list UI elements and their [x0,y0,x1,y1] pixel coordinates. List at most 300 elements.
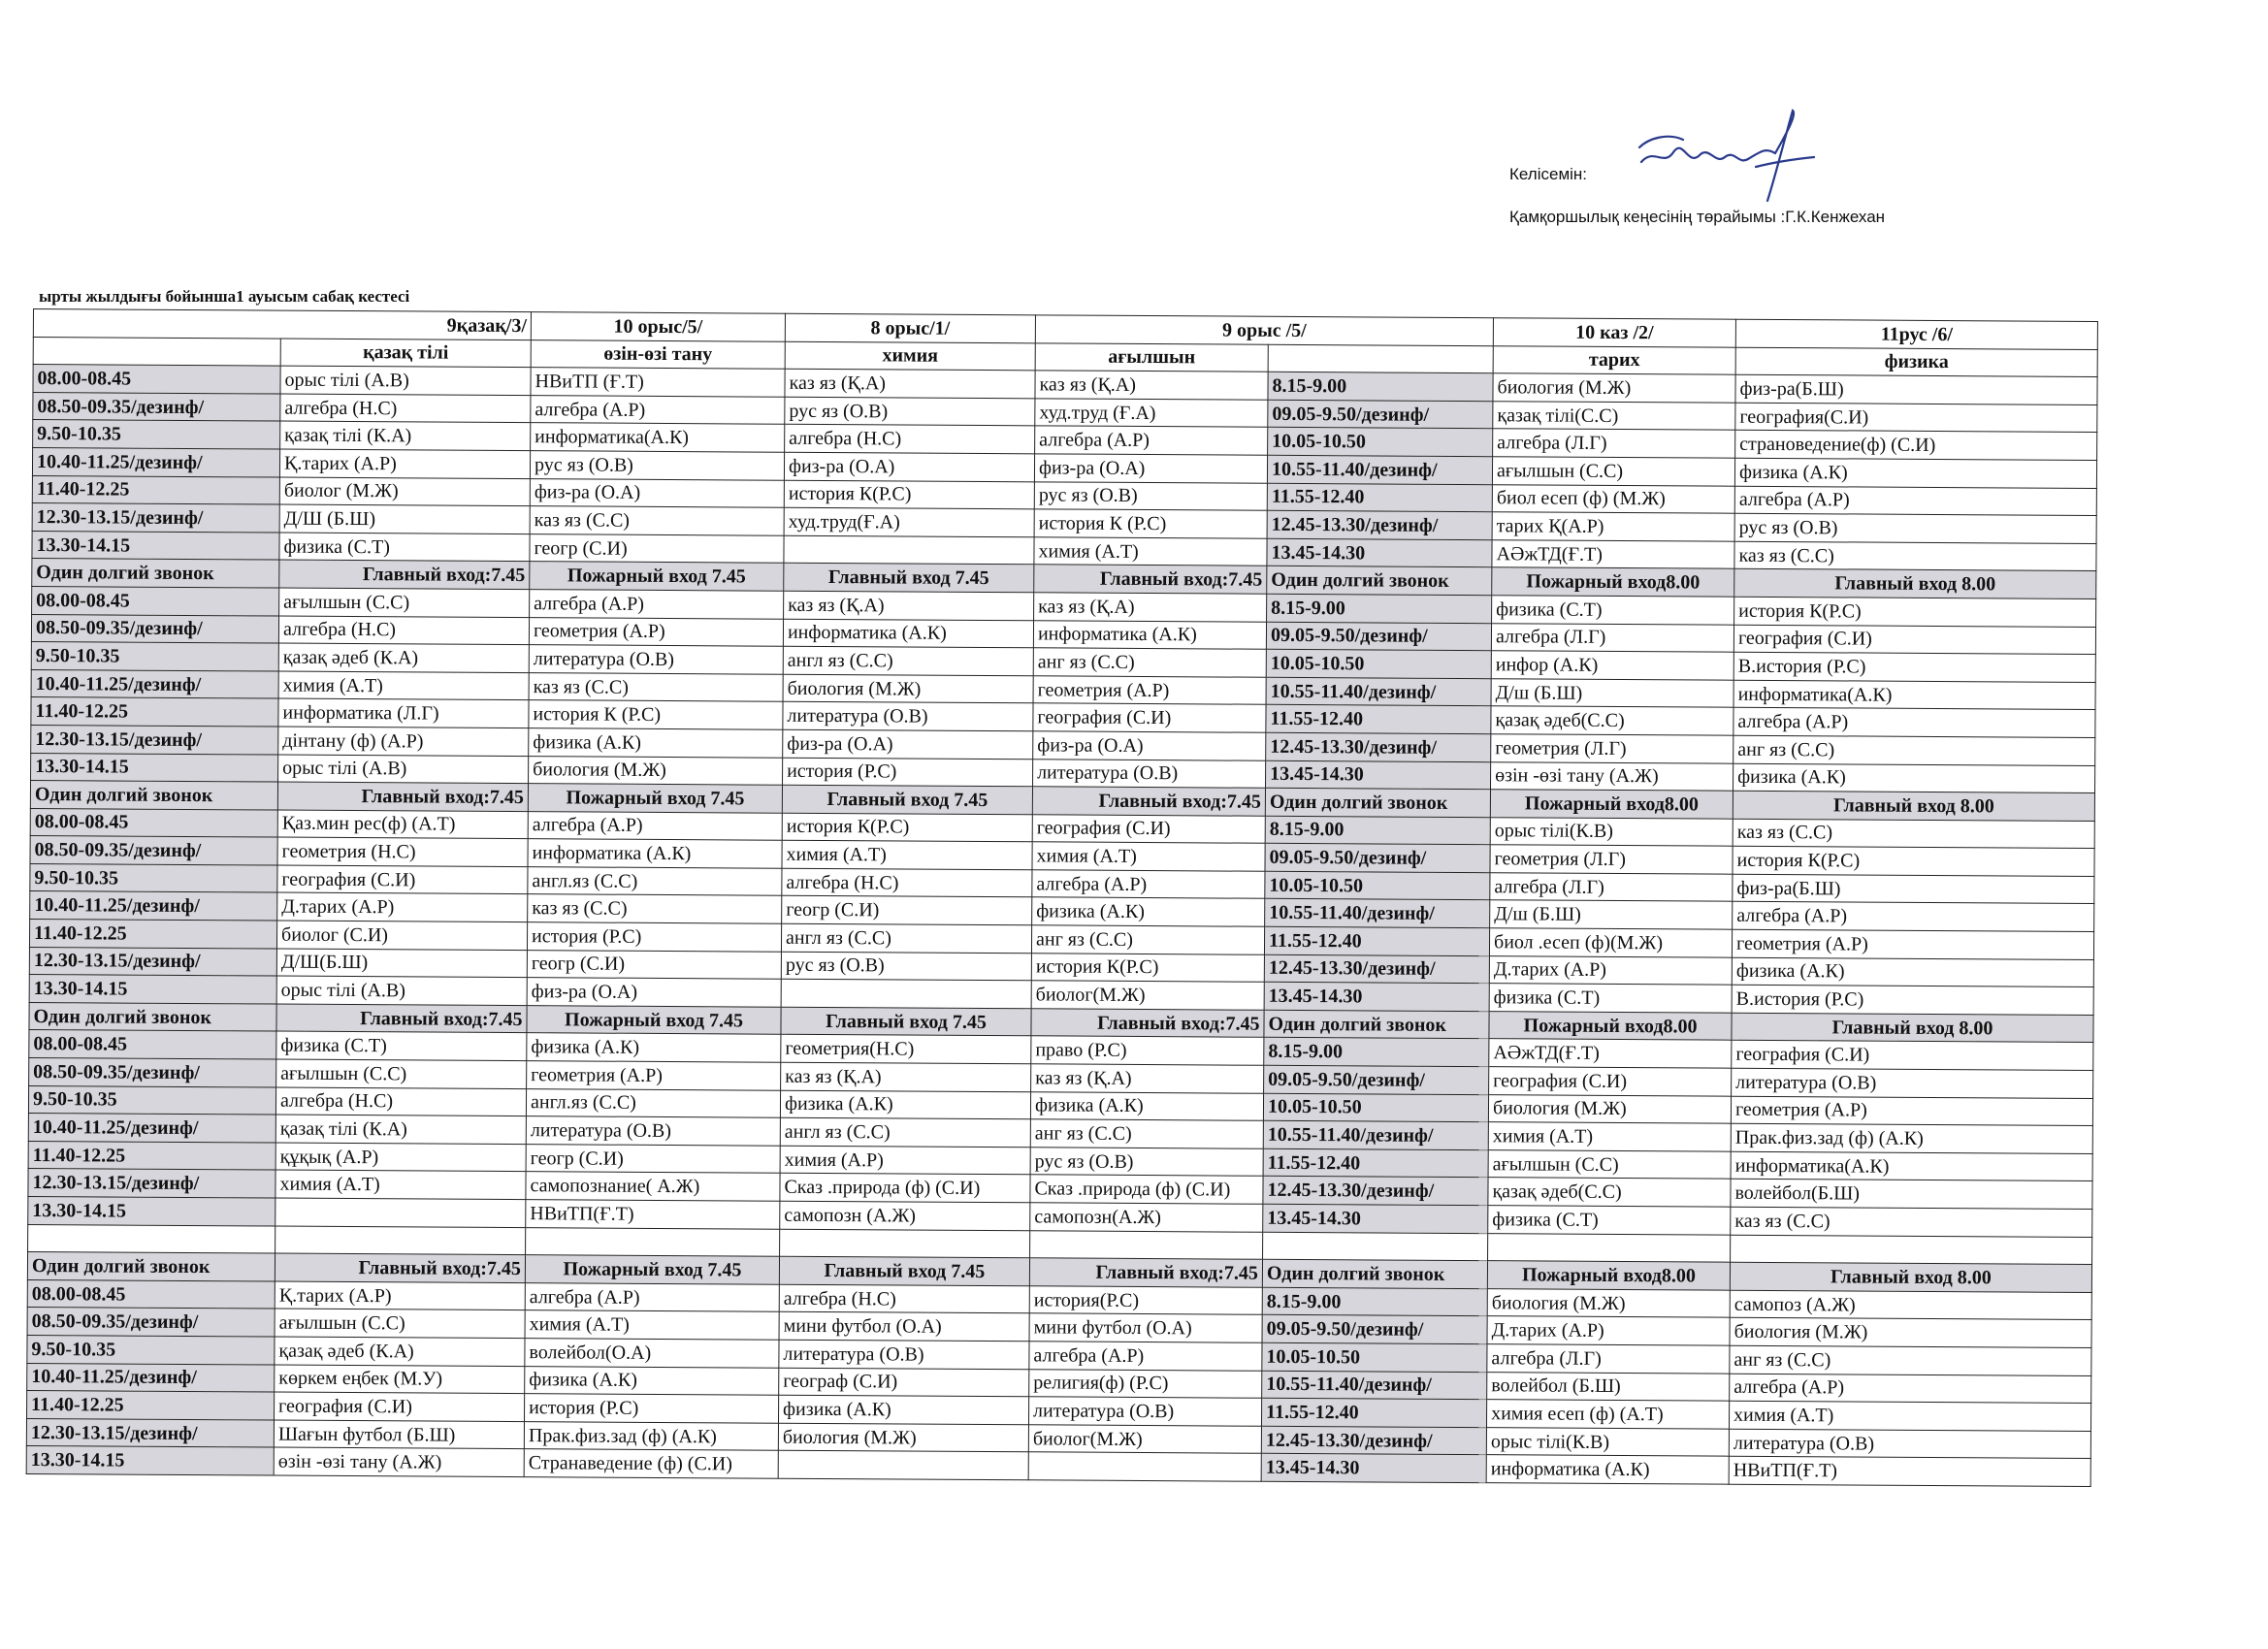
lesson-cell: информатика (Л.Г) [278,698,529,728]
empty-cell [28,1224,275,1253]
lesson-cell: география (С.И) [1732,1041,2093,1071]
lesson-cell: биология (М.Ж) [783,674,1033,703]
lesson-cell: история(Р.С) [1029,1286,1262,1315]
time-cell: 10.55-11.40/дезинф/ [1263,1120,1488,1149]
lesson-cell: химия (А.Т) [1034,537,1267,566]
lesson-cell [275,1198,526,1227]
bell-cell: Главный вход:7.45 [275,1253,525,1282]
time-cell: 11.55-12.40 [1263,1148,1488,1178]
time-cell: 12.45-13.30/дезинф/ [1267,510,1492,539]
bell-cell: Главный вход 8.00 [1730,1262,2091,1292]
lesson-cell: география(С.И) [1735,403,2097,433]
lesson-cell: алгебра (А.Р) [528,811,782,840]
lesson-cell: худ.труд (Ғ.А) [1035,399,1268,428]
lesson-cell: геометрия (А.Р) [529,617,783,646]
time-cell: 12.45-13.30/дезинф/ [1266,732,1491,761]
lesson-cell: физика (А.К) [1030,1091,1263,1120]
lesson-cell: химия (А.Р) [780,1146,1030,1175]
lesson-cell: страноведение(ф) (С.И) [1735,431,2097,461]
lesson-cell: өзін -өзі тану (А.Ж) [1491,761,1733,791]
lesson-cell: қазақ әдеб (К.А) [278,643,529,672]
class-8rus: 8 орыс/1/ [785,313,1035,342]
lesson-cell: қазақ әдеб(С.С) [1488,1178,1731,1207]
lesson-cell: история К(Р.С) [1734,597,2096,627]
lesson-cell: литература (О.В) [783,702,1033,731]
lesson-cell: религия(ф) (Р.С) [1029,1369,1262,1398]
lesson-cell: биол есеп (ф) (М.Ж) [1492,484,1734,513]
time-cell: 12.30-13.15/дезинф/ [29,947,276,976]
lesson-cell: биолог(М.Ж) [1028,1425,1261,1454]
lesson-cell: орыс тілі (А.В) [278,755,529,784]
time-cell: 10.55-11.40/дезинф/ [1267,455,1492,484]
lesson-cell: Д/Ш (Б.Ш) [279,504,530,534]
lesson-cell: Д/ш (Б.Ш) [1490,900,1733,929]
lesson-cell: биолог (М.Ж) [279,477,530,506]
time-cell: 10.05-10.50 [1265,871,1490,900]
lesson-cell: НВиТП (Ғ.Т) [531,368,785,397]
lesson-cell: биология (М.Ж) [1493,373,1735,403]
lesson-cell: АӘжТД(Ғ.Т) [1492,539,1734,568]
bell-cell: Главный вход 7.45 [784,564,1034,593]
schedule-table [26,308,2098,1487]
empty-cell [780,1229,1030,1258]
lesson-cell: каз яз (Қ.А) [1034,593,1267,622]
lesson-cell: рус яз (О.В) [1734,513,2096,543]
bell-cell: Главный вход 8.00 [1733,791,2094,821]
bell-cell: Пожарный вход8.00 [1489,1012,1732,1041]
lesson-cell: информатика(А.К) [1733,680,2095,710]
lesson-cell: волейбол (Б.Ш) [1487,1372,1730,1401]
lesson-cell: алгебра (Л.Г) [1491,623,1733,652]
lesson-cell: орыс тілі (А.В) [280,366,531,395]
class-10rus: 10 орыс/5/ [531,312,785,341]
lesson-cell: каз яз (Қ.А) [785,369,1035,398]
lesson-cell: физика (А.К) [780,1090,1030,1119]
lesson-cell [778,1451,1028,1480]
lesson-cell: алгебра (Н.С) [278,616,529,645]
time-cell: 10.40-11.25/дезинф/ [32,447,279,476]
subject-header-cell: физика [1735,347,2097,377]
lesson-cell: физика (А.К) [1734,458,2096,488]
lesson-cell: геометрия (Л.Г) [1491,734,1733,763]
lesson-cell: алгебра (А.Р) [530,590,784,619]
lesson-cell: химия (А.Т) [525,1310,779,1340]
lesson-cell: история К (Р.С) [529,700,783,729]
time-cell: 9.50-10.35 [31,642,278,671]
bell-cell: Главный вход:7.45 [1032,787,1265,816]
signature-image [1630,109,1833,215]
lesson-cell: геогр (С.И) [527,950,781,979]
lesson-cell: алгебра (А.Р) [525,1282,779,1311]
lesson-cell: худ.труд(Ғ.А) [784,507,1034,536]
lesson-cell: самопоз (А.Ж) [1730,1290,2091,1320]
lesson-cell: Сказ .природа (ф) (С.И) [1030,1175,1263,1204]
bell-cell: Главный вход:7.45 [277,782,528,811]
time-cell: 08.50-09.35/дезинф/ [27,1308,275,1337]
subject-header-cell: тарих [1493,345,1735,374]
lesson-cell: физ-ра(Б.Ш) [1733,874,2094,904]
lesson-cell: история К(Р.С) [782,813,1032,842]
bell-cell: Главный вход 7.45 [781,1007,1031,1036]
lesson-cell: тарих Қ(А.Р) [1492,512,1734,541]
empty-cell [1488,1233,1731,1262]
lesson-cell: физ-ра (О.А) [784,452,1034,481]
time-cell: 13.45-14.30 [1263,1204,1488,1233]
lesson-cell [781,979,1031,1008]
lesson-cell: физика (А.К) [525,1366,779,1395]
lesson-cell: геогр (С.И) [526,1144,780,1173]
time-cell: 10.55-11.40/дезинф/ [1262,1371,1487,1400]
lesson-cell: рус яз (О.В) [1030,1148,1263,1177]
lesson-cell: ағылшын (С.С) [275,1309,525,1338]
time-cell: 11.40-12.25 [28,1141,275,1170]
time-cell: 08.00-08.45 [33,365,280,394]
lesson-cell: история К(Р.С) [784,480,1034,509]
time-cell: 13.30-14.15 [32,531,279,560]
lesson-cell: информатика (А.К) [1486,1455,1729,1484]
empty-cell [526,1227,780,1256]
lesson-cell: история К (Р.С) [1034,509,1267,538]
lesson-cell: литература (О.В) [529,645,783,674]
time-cell: 10.40-11.25/дезинф/ [28,1114,275,1143]
lesson-cell: алгебра (Л.Г) [1493,429,1735,458]
bell-cell: Один долгий звонок [27,1252,275,1281]
time-cell: 08.50-09.35/дезинф/ [33,392,280,421]
lesson-cell: физ-ра (О.А) [530,478,784,507]
lesson-cell: химия (А.Т) [1488,1122,1731,1151]
bell-cell: Один долгий звонок [1262,1259,1487,1288]
time-cell: 12.30-13.15/дезинф/ [31,725,278,754]
lesson-cell: самопознание( А.Ж) [526,1172,780,1201]
time-cell: 08.00-08.45 [30,808,277,837]
time-cell: 09.05-9.50/дезинф/ [1268,400,1493,429]
time-cell: 11.55-12.40 [1262,1398,1487,1427]
lesson-cell: қазақ әдеб (К.А) [275,1337,525,1366]
time-cell: 11.55-12.40 [1267,483,1492,512]
lesson-cell: Прак.физ.зад (ф) (А.К) [524,1421,778,1450]
time-cell: 8.15-9.00 [1264,1038,1489,1067]
lesson-cell: анг яз (С.С) [1030,1119,1263,1148]
time-cell: 13.45-14.30 [1264,983,1489,1012]
lesson-cell: алгебра (А.Р) [1733,708,2095,738]
lesson-cell: физика (А.К) [1032,897,1265,926]
lesson-cell: алгебра (А.Р) [1730,1374,2091,1404]
lesson-cell: В.история (Р.С) [1733,652,2095,682]
lesson-cell: анг яз (С.С) [1730,1345,2091,1375]
lesson-cell: каз яз (Қ.А) [784,591,1034,620]
lesson-cell: Д.тарих (А.Р) [1489,955,1732,985]
lesson-cell: каз яз (С.С) [1733,819,2094,849]
subject-header-cell: ағылшын [1035,342,1268,372]
lesson-cell: литература (О.В) [1029,1397,1262,1426]
time-cell: 10.05-10.50 [1266,649,1491,678]
lesson-cell: ағылшын (С.С) [1492,457,1734,486]
lesson-cell: В.история (Р.С) [1732,985,2093,1015]
lesson-cell: самопозн (А.Ж) [780,1201,1030,1230]
lesson-cell: анг яз (С.С) [1031,925,1264,954]
class-9rus: 9 орыс /5/ [1035,315,1493,345]
bell-cell: Один долгий звонок [1267,566,1492,596]
bell-cell: Пожарный вход 7.45 [530,562,784,591]
lesson-cell: биолог (С.И) [276,921,527,950]
lesson-cell: Д/ш (Б.Ш) [1491,678,1733,707]
subject-header-cell: өзін-өзі тану [531,340,785,369]
lesson-cell: информатика (А.К) [528,839,782,868]
lesson-cell: НВиТП(Ғ.Т) [1729,1457,2090,1487]
lesson-cell: литература (О.В) [1033,759,1266,788]
bell-cell: Один долгий звонок [1264,1010,1489,1039]
time-cell: 9.50-10.35 [33,420,280,449]
bell-cell: Главный вход 8.00 [1732,1013,2093,1043]
lesson-cell: англ яз (С.С) [781,923,1031,953]
lesson-cell: геометрия (А.Р) [1731,1096,2092,1126]
lesson-cell: Қ.тарих (А.Р) [275,1281,525,1310]
time-cell: 08.00-08.45 [27,1279,275,1309]
class-10kaz: 10 каз /2/ [1493,318,1735,347]
time-cell: 13.30-14.15 [29,975,276,1004]
lesson-cell: волейбол(О.А) [525,1339,779,1368]
lesson-cell: география (С.И) [277,865,528,894]
bell-cell: Один долгий звонок [32,559,279,588]
lesson-cell: алгебра (А.Р) [1733,902,2094,932]
lesson-cell: алгебра (А.Р) [1035,426,1268,455]
lesson-cell: биология (М.Ж) [778,1423,1028,1452]
lesson-cell: алгебра (Л.Г) [1490,873,1733,902]
lesson-cell: география (С.И) [275,1392,525,1421]
lesson-cell: литература (О.В) [526,1116,780,1146]
lesson-cell: геометрия (Л.Г) [1490,845,1733,874]
bell-cell: Главный вход 7.45 [782,785,1032,814]
lesson-cell: физ-ра (О.А) [1033,731,1266,760]
lesson-cell: каз яз (С.С) [1731,1207,2092,1237]
time-cell: 13.30-14.15 [31,753,278,782]
lesson-cell: физика (А.К) [779,1395,1029,1424]
lesson-cell: физ-ра (О.А) [783,729,1033,759]
time-cell: 13.30-14.15 [28,1196,275,1225]
bell-cell: Главный вход:7.45 [1034,565,1267,594]
lesson-cell: алгебра (А.Р) [1734,486,2096,516]
lesson-cell: биология (М.Ж) [1730,1318,2091,1348]
bell-cell: Главный вход 8.00 [1734,569,2096,599]
lesson-cell: биология (М.Ж) [529,756,783,785]
lesson-cell: анг яз (С.С) [1733,735,2095,765]
lesson-cell: география (С.И) [1032,814,1265,843]
chair-line: Қамқоршылық кеңесінің төрайымы :Г.К.Кенжехан [1509,208,1886,226]
lesson-cell: каз яз (С.С) [529,672,783,701]
lesson-cell: Сказ .природа (ф) (С.И) [780,1174,1030,1203]
bell-cell: Пожарный вход8.00 [1490,790,1733,819]
lesson-cell: НВиТП(Ғ.Т) [526,1200,780,1229]
time-cell: 10.55-11.40/дезинф/ [1265,899,1490,928]
lesson-cell: алгебра (А.Р) [1029,1342,1262,1371]
lesson-cell: Д.тарих (А.Р) [1487,1316,1730,1345]
schedule-title: ырты жылдығы бойынша1 ауысым сабақ кестесі [39,287,410,306]
lesson-cell: химия (А.Т) [782,841,1032,870]
lesson-cell: өзін -өзі тану (А.Ж) [274,1447,524,1476]
lesson-cell: волейбол(Б.Ш) [1731,1180,2092,1210]
bell-cell: Один долгий звонок [1265,788,1490,817]
lesson-cell: история К(Р.С) [1733,846,2094,876]
time-cell: 13.45-14.30 [1266,760,1491,790]
bell-cell: Пожарный вход 7.45 [527,1005,781,1034]
time-cell: 12.45-13.30/дезинф/ [1263,1177,1488,1206]
lesson-cell: геометрия (А.Р) [1033,676,1266,705]
lesson-cell: информатика(А.К) [531,423,785,452]
lesson-cell: химия (А.Т) [275,1170,526,1199]
lesson-cell: биол .есеп (ф)(М.Ж) [1489,928,1732,957]
lesson-cell: рус яз (О.В) [785,397,1035,426]
lesson-cell: рус яз (О.В) [530,451,784,480]
lesson-cell: химия (А.Т) [1032,842,1265,871]
time-cell: 10.55-11.40/дезинф/ [1266,677,1491,706]
subject-header-cell [33,337,280,366]
bell-cell: Один долгий звонок [29,1002,276,1031]
time-cell: 09.05-9.50/дезинф/ [1262,1315,1487,1344]
empty-cell [1263,1232,1488,1261]
time-cell: 9.50-10.35 [27,1335,275,1364]
lesson-cell: орыс тілі(К.В) [1486,1427,1729,1456]
lesson-cell: литература (О.В) [1729,1429,2090,1459]
lesson-cell: мини футбол (О.А) [1029,1313,1262,1342]
lesson-cell: алгебра (А.Р) [1032,870,1265,899]
time-cell: 10.05-10.50 [1263,1093,1488,1122]
lesson-cell: география (С.И) [1489,1067,1732,1096]
bell-cell: Главный вход 7.45 [779,1256,1029,1285]
lesson-cell: англ яз (С.С) [783,646,1033,675]
lesson-cell: Странаведение (ф) (С.И) [524,1449,778,1478]
lesson-cell: геометрия (Н.С) [277,837,528,866]
lesson-cell: физика (А.К) [1732,957,2093,987]
lesson-cell: қазақ тілі (К.А) [280,421,531,450]
lesson-cell: химия (А.Т) [1730,1401,2091,1431]
lesson-cell: дінтану (ф) (А.Р) [278,727,529,756]
time-cell: 13.45-14.30 [1267,538,1492,567]
lesson-cell: каз яз (Қ.А) [1031,1064,1264,1093]
lesson-cell: алгебра (Н.С) [779,1284,1029,1313]
time-cell: 9.50-10.35 [28,1085,275,1115]
subject-header-cell: қазақ тілі [280,339,531,368]
lesson-cell: география (С.И) [1733,625,2095,655]
lesson-cell: история К(Р.С) [1031,953,1264,982]
bell-cell: Главный вход:7.45 [276,1004,527,1033]
lesson-cell: Шағын футбол (Б.Ш) [274,1420,524,1449]
lesson-cell: геогр (С.И) [782,896,1032,925]
lesson-cell: қазақ тілі(С.С) [1493,401,1735,430]
lesson-cell [784,535,1034,565]
lesson-cell: биология (М.Ж) [1488,1094,1731,1123]
lesson-cell: алгебра (Л.Г) [1487,1344,1730,1374]
time-cell: 12.30-13.15/дезинф/ [32,503,279,533]
lesson-cell: қазақ әдеб(С.С) [1491,706,1733,735]
time-cell: 09.05-9.50/дезинф/ [1264,1065,1489,1094]
bell-cell: Главный вход:7.45 [1031,1009,1264,1038]
lesson-cell: англ яз (С.С) [780,1117,1030,1147]
lesson-cell: Прак.физ.зад (ф) (А.К) [1731,1123,2092,1153]
bell-cell: Один долгий звонок [30,781,277,810]
bell-cell: Пожарный вход 7.45 [525,1255,779,1284]
lesson-cell: географ (С.И) [779,1368,1029,1397]
time-cell: 08.50-09.35/дезинф/ [30,836,277,865]
bell-cell: Пожарный вход8.00 [1487,1261,1730,1290]
class-9kaz: 9қазақ/3/ [33,309,531,340]
lesson-cell: көркем еңбек (М.У) [275,1365,525,1394]
lesson-cell: физика (С.Т) [1488,1206,1731,1235]
time-cell: 12.45-13.30/дезинф/ [1261,1426,1486,1455]
lesson-cell: история (Р.С) [527,922,781,952]
bell-cell: Главный вход:7.45 [1029,1258,1262,1287]
lesson-cell: физ-ра (О.А) [1034,454,1267,483]
lesson-cell: алгебра (А.Р) [531,395,785,424]
time-cell: 08.50-09.35/дезинф/ [31,614,278,643]
time-cell: 10.40-11.25/дезинф/ [27,1363,275,1392]
lesson-cell: геометрия (А.Р) [527,1061,781,1090]
lesson-cell: право (Р.С) [1031,1036,1264,1065]
time-cell: 10.05-10.50 [1268,428,1493,457]
lesson-cell: каз яз (Қ.А) [1035,371,1268,400]
time-cell: 11.55-12.40 [1266,705,1491,734]
time-cell: 11.55-12.40 [1264,926,1489,955]
lesson-cell: геогр (С.И) [530,534,784,563]
lesson-cell: химия (А.Т) [278,671,529,700]
lesson-cell: алгебра (Н.С) [782,868,1032,897]
lesson-cell: Д/Ш(Б.Ш) [276,949,527,978]
lesson-cell: Қ.тарих (А.Р) [279,449,530,478]
time-cell: 8.15-9.00 [1265,816,1490,845]
time-cell: 8.15-9.00 [1262,1287,1487,1316]
class-11rus: 11рус /6/ [1735,319,2097,349]
lesson-cell: қазақ тілі (К.А) [275,1115,526,1144]
time-cell: 11.40-12.25 [32,475,279,504]
lesson-cell: каз яз (С.С) [528,894,782,923]
lesson-cell: история (Р.С) [783,758,1033,787]
lesson-cell: информатика (А.К) [783,619,1033,648]
lesson-cell: инфор (А.К) [1491,651,1733,680]
lesson-cell: литература (О.В) [1732,1068,2093,1098]
lesson-cell: химия есеп (ф) (А.Т) [1487,1400,1730,1429]
lesson-cell: каз яз (С.С) [1734,541,2096,571]
lesson-cell: информатика(А.К) [1731,1151,2092,1181]
lesson-cell: алгебра (Н.С) [275,1087,526,1116]
lesson-cell: ағылшын (С.С) [279,588,530,617]
time-cell: 12.30-13.15/дезинф/ [26,1418,274,1447]
time-cell: 08.50-09.35/дезинф/ [29,1058,276,1087]
lesson-cell: рус яз (О.В) [1034,481,1267,510]
lesson-cell: құқық (А.Р) [275,1143,526,1172]
lesson-cell: рус яз (О.В) [781,952,1031,981]
bell-cell: Главный вход:7.45 [279,560,530,589]
time-cell: 08.00-08.45 [29,1030,276,1059]
lesson-cell [1028,1452,1261,1481]
lesson-cell: география (С.И) [1033,703,1266,732]
time-cell: 10.40-11.25/дезинф/ [30,891,277,921]
lesson-cell: самопозн(А.Ж) [1030,1203,1263,1232]
lesson-cell: мини футбол (О.А) [779,1312,1029,1342]
lesson-cell: физика (С.Т) [1489,984,1732,1013]
time-cell: 09.05-9.50/дезинф/ [1266,622,1491,651]
empty-cell [1030,1230,1263,1259]
empty-cell [1731,1235,2092,1265]
lesson-cell: физ-ра (О.А) [527,978,781,1007]
time-cell: 9.50-10.35 [30,863,277,892]
time-cell: 13.30-14.15 [26,1446,274,1475]
time-cell: 8.15-9.00 [1268,372,1493,401]
lesson-cell: алгебра (Н.С) [785,425,1035,454]
lesson-cell: Д.тарих (А.Р) [277,893,528,922]
time-cell: 12.30-13.15/дезинф/ [28,1169,275,1198]
subject-header-cell [1268,344,1493,373]
empty-cell [275,1226,526,1255]
lesson-cell: анг яз (С.С) [1033,648,1266,677]
